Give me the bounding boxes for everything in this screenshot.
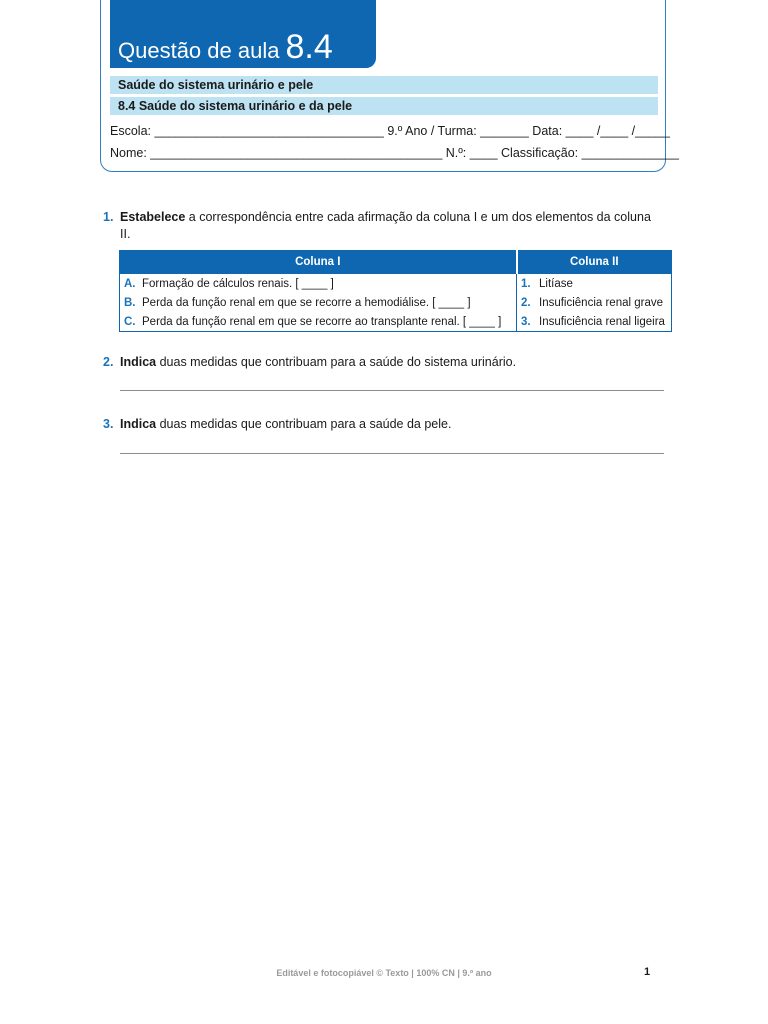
statement-text: Perda da função renal em que se recorre ao transplante renal. [ ____ ] xyxy=(142,315,502,328)
option-cell xyxy=(517,274,672,294)
question-verb: Indica xyxy=(120,355,157,369)
question-text-continued: II. xyxy=(120,227,131,241)
statement-letter: C. xyxy=(124,315,136,328)
column-2-header: Coluna II xyxy=(517,251,672,274)
subject-bar-2: 8.4 Saúde do sistema urinário e da pele xyxy=(110,97,658,115)
option-cell xyxy=(517,293,672,312)
question-3 xyxy=(103,416,668,433)
question-2 xyxy=(103,354,668,371)
answer-line-2[interactable] xyxy=(120,390,664,391)
statement-cell xyxy=(120,312,517,332)
statement-text: Formação de cálculos renais. [ ____ ] xyxy=(142,277,334,290)
statement-cell xyxy=(120,274,517,294)
question-verb: Estabelece xyxy=(120,210,186,224)
table-row xyxy=(120,312,672,332)
question-text: a correspondência entre cada afirmação da coluna I e um dos elementos da coluna xyxy=(185,210,651,224)
question-text: duas medidas que contribuam para a saúde da pele. xyxy=(156,417,452,431)
option-text: Litíase xyxy=(539,277,573,290)
table-row xyxy=(120,293,672,312)
title-text: Questão de aula xyxy=(118,38,280,63)
option-number: 2. xyxy=(521,296,531,309)
question-text: duas medidas que contribuam para a saúde do sistema urinário. xyxy=(156,355,517,369)
option-number: 3. xyxy=(521,315,531,328)
option-text: Insuficiência renal ligeira xyxy=(539,315,665,328)
footer-text: Editável e fotocopiável © Texto | 100% CN | 9.º ano xyxy=(276,968,492,978)
page-number: 1 xyxy=(644,966,651,978)
question-verb: Indica xyxy=(120,417,157,431)
option-text: Insuficiência renal grave xyxy=(539,296,664,309)
school-info-line: Escola: _________________________________ 9.º Ano / Turma: _______ Data: ____ /____ /_____ xyxy=(110,124,670,138)
subject-bar-1: Saúde do sistema urinário e pele xyxy=(110,76,658,94)
question-1 xyxy=(103,209,668,243)
statement-cell xyxy=(120,293,517,312)
option-number: 1. xyxy=(521,277,531,290)
matching-table xyxy=(119,250,672,332)
question-number: 3. xyxy=(103,417,114,431)
option-cell xyxy=(517,312,672,332)
page-title xyxy=(118,22,333,76)
column-1-header: Coluna I xyxy=(120,251,517,274)
statement-letter: A. xyxy=(124,277,136,290)
statement-text: Perda da função renal em que se recorre a hemodiálise. [ ____ ] xyxy=(142,296,471,309)
question-number: 1. xyxy=(103,210,114,224)
statement-letter: B. xyxy=(124,296,136,309)
table-row xyxy=(120,274,672,294)
student-info-line: Nome: __________________________________________ N.º: ____ Classificação: ______________ xyxy=(110,146,679,160)
title-number: 8.4 xyxy=(285,28,333,66)
question-number: 2. xyxy=(103,355,114,369)
answer-line-3[interactable] xyxy=(120,453,664,454)
